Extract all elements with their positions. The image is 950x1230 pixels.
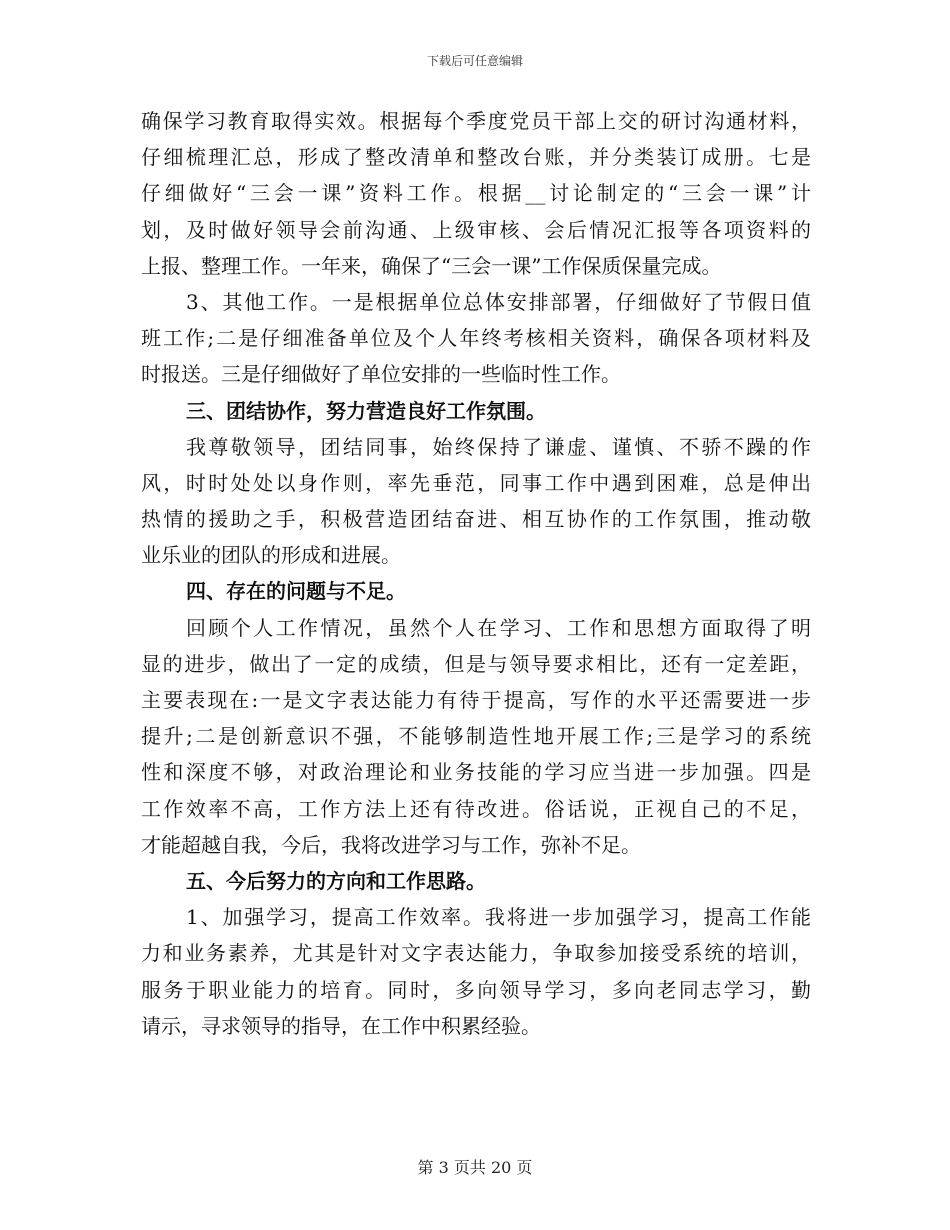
section-heading: 四、存在的问题与不足。 [186,579,406,604]
text-line: 确保学习教育取得实效。根据每个季度党员干部上交的研讨沟通材料， [141,109,811,133]
paragraph-start-line: 3、其他工作。一是根据单位总体安排部署，仔细做好了节假日值 [186,289,811,314]
text-line: 仔细梳理汇总，形成了整改清单和整改台账，并分类装订成册。七是 [141,145,811,170]
document-body [141,103,811,1044]
paragraph-start-line: 回顾个人工作情况，虽然个人在学习、工作和思想方面取得了明 [186,615,811,640]
section-heading: 三、团结协作，努力营造良好工作氛围。 [186,398,546,423]
page-header-note: 下载后可任意编辑 [426,54,523,68]
text-line: 班工作;二是仔细准备单位及个人年终考核相关资料，确保各项材料及 [141,326,811,351]
text-line: 上报、整理工作。一年来，确保了“三会一课”工作保质保量完成。 [141,253,722,278]
text-line: 时报送。三是仔细做好了单位安排的一些临时性工作。 [141,362,621,387]
text-line: 风，时时处处以身作则，率先垂范，同事工作中遇到困难，总是伸出 [141,470,811,495]
text-line: 请示，寻求领导的指导，在工作中积累经验。 [141,1013,541,1038]
page-number: 第 3 页共 20 页 [417,1158,533,1177]
text-line: 显的进步，做出了一定的成绩，但是与领导要求相比，还有一定差距， [141,651,811,676]
text-line: 划，及时做好领导会前沟通、上级审核、会后情况汇报等各项资料的 [141,217,811,242]
text-line: 性和深度不够，对政治理论和业务技能的学习应当进一步加强。四是 [141,760,811,785]
text-line: 业乐业的团队的形成和进展。 [141,543,401,568]
text-line: 才能超越自我，今后，我将改进学习与工作，弥补不足。 [141,832,641,857]
text-line: 仔细做好“三会一课”资料工作。根据__讨论制定的“三会一课”计 [141,181,811,206]
text-line: 提升;二是创新意识不强，不能够制造性地开展工作;三是学习的系统 [141,724,811,749]
text-line: 力和业务素养，尤其是针对文字表达能力，争取参加接受系统的培训， [141,941,811,966]
text-line: 热情的援助之手，积极营造团结奋进、相互协作的工作氛围，推动敬 [141,507,811,532]
text-line: 服务于职业能力的培育。同时，多向领导学习，多向老同志学习，勤 [141,977,811,1002]
text-line: 工作效率不高，工作方法上还有待改进。俗话说，正视自己的不足， [141,796,811,821]
paragraph-start-line: 我尊敬领导，团结同事，始终保持了谦虚、谨慎、不骄不躁的作 [186,434,811,459]
section-heading: 五、今后努力的方向和工作思路。 [186,868,486,893]
paragraph-start-line: 1、加强学习，提高工作效率。我将进一步加强学习，提高工作能 [186,905,811,930]
text-line: 主要表现在:一是文字表达能力有待于提高，写作的水平还需要进一步 [141,688,811,712]
